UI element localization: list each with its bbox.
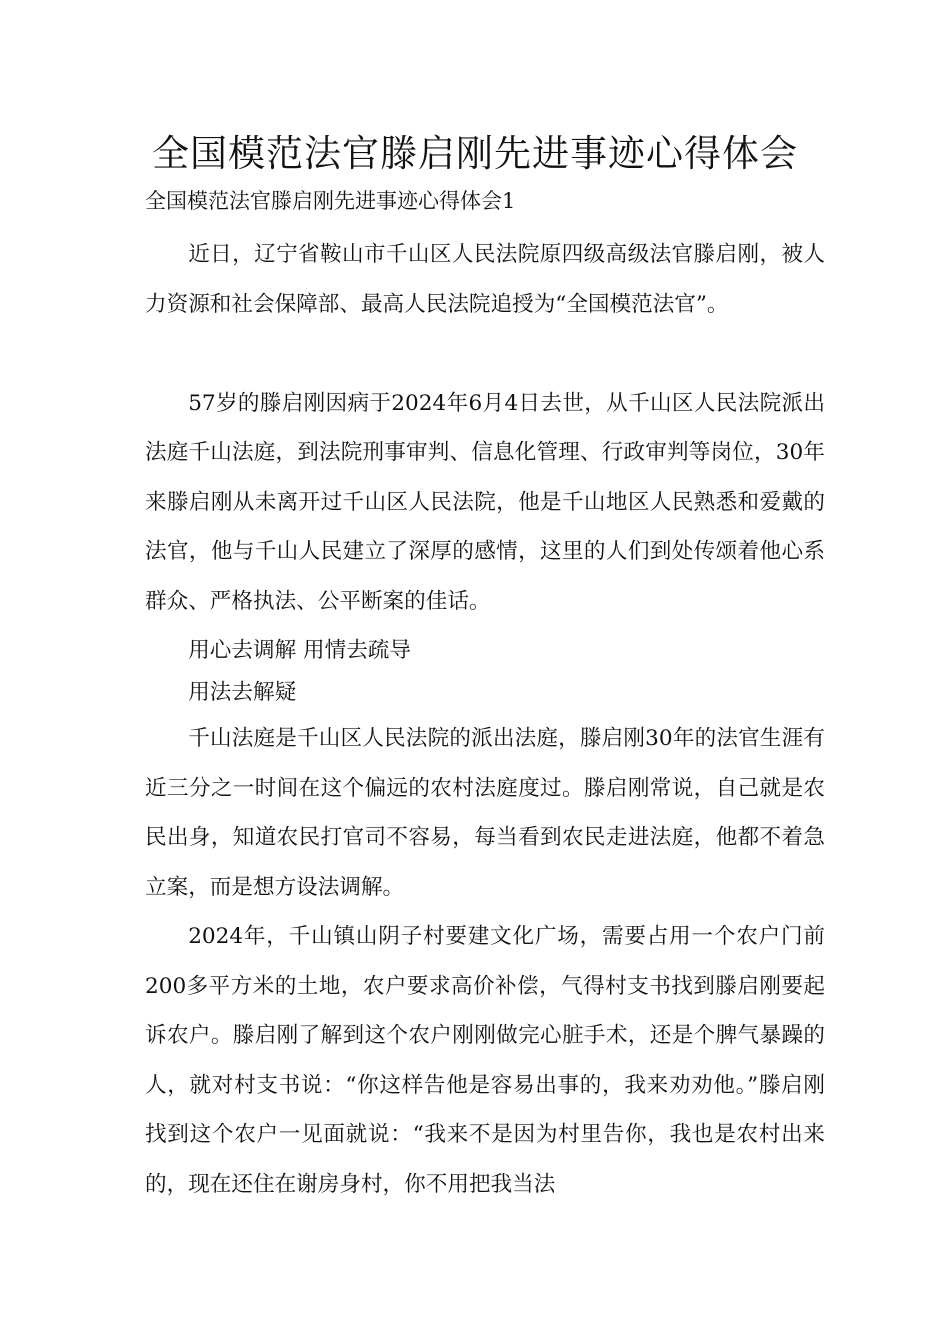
paragraph-biography: 57岁的滕启刚因病于2024年6月4日去世，从千山区人民法院派出法庭千山法庭，到法院刑事审判、信息化管理、行政审判等岗位，30年来滕启刚从未离开过千山区人民法院，他是千山地区人民熟悉和爱戴的法官，他与千山人民建立了深厚的感情，这里的人们到处传颂着他心系群众、严格执法、公平断案的佳话。 [145,390,825,614]
section-heading-line-2: 用法去解疑 [188,680,297,705]
document-title: 全国模范法官滕启刚先进事迹心得体会 [152,132,798,175]
blank-line [145,329,825,379]
document-subtitle: 全国模范法官滕启刚先进事迹心得体会1 [145,189,516,213]
paragraph-intro: 近日，辽宁省鞍山市千山区人民法院原四级高级法官滕启刚，被人力资源和社会保障部、最高人民法院追授为“全国模范法官”。 [145,242,825,317]
section-heading-line-1: 用心去调解 用情去疏导 [188,638,411,663]
paragraph-qianshan-court: 千山法庭是千山区人民法院的派出法庭，滕启刚30年的法官生涯有近三分之一时间在这个偏远的农村法庭度过。滕启刚常说，自己就是农民出身，知道农民打官司不容易，每当看到农民走进法庭，他都不着急立案，而是想方设法调解。 [145,726,825,900]
paragraph-2024-case: 2024年，千山镇山阴子村要建文化广场，需要占用一个农户门前200多平方米的土地，农户要求高价补偿，气得村支书找到滕启刚要起诉农户。滕启刚了解到这个农户刚刚做完心脏手术，还是个脾气暴躁的人，就对村支书说：“你这样告他是容易出事的，我来劝劝他。”滕启刚找到这个农户一见面就说：“我来不是因为村里告你，我也是农村出来的，现在还住在谢房身村，你不用把我当法 [145,924,825,1197]
document-body [145,230,825,1209]
